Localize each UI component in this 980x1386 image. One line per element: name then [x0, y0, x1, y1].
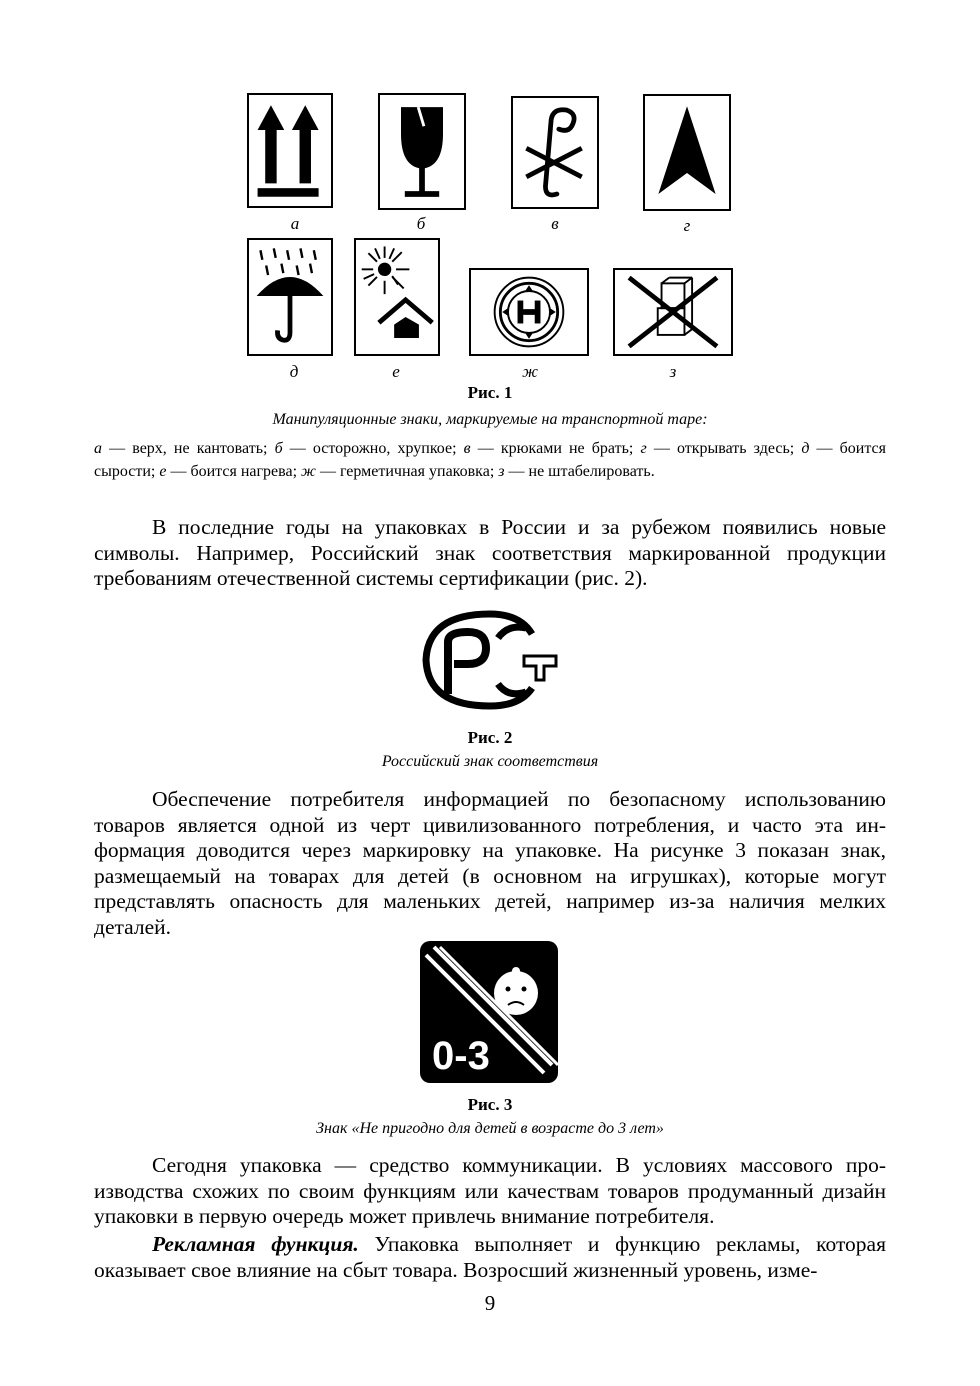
do-not-stack-icon	[613, 268, 733, 356]
legend-text: — крюками не брать;	[470, 440, 641, 457]
legend-text: — боится сырости;	[94, 440, 886, 480]
page-number: 9	[484, 1291, 496, 1315]
sign-letter: з	[669, 362, 677, 381]
legend-letter: г	[640, 440, 647, 457]
legend-letter: б	[274, 440, 283, 457]
open-here-icon	[643, 94, 731, 211]
figure-3-caption: Знак «Не пригодно для детей в возрасте до 3 лет»	[316, 1120, 664, 1137]
figure-1-number: Рис. 1	[467, 383, 513, 402]
hermetic-packaging-icon	[469, 268, 589, 356]
sign-letter: а	[290, 214, 300, 233]
figure-1-legend	[94, 437, 886, 483]
legend-letter: з	[498, 463, 505, 480]
legend-text: — не штабелировать.	[504, 463, 655, 480]
figure-1-caption: Манипуляционные знаки, маркируемые на транспортной таре:	[272, 411, 708, 428]
legend-text: — боится нагрева;	[166, 463, 302, 480]
keep-from-heat-icon	[354, 238, 440, 356]
no-hooks-icon	[511, 96, 599, 209]
sign-letter: д	[289, 362, 299, 381]
figure-2-caption: Российский знак соответствия	[381, 753, 599, 770]
fragile-glass-icon	[378, 93, 466, 210]
paragraph-4-lead: Рекламная функция.	[152, 1232, 359, 1256]
sign-letter: г	[683, 216, 691, 235]
legend-letter: д	[801, 440, 810, 457]
paragraph-4	[94, 1232, 886, 1283]
sign-letter: б	[416, 214, 426, 233]
legend-text: — осторожно, хрупкое;	[282, 440, 464, 457]
legend-letter: е	[159, 463, 167, 480]
paragraph-2: Обеспечение потребителя информацией по безопасному использованию товаров является одной из черт цивилизованного потребления, и часто эта информация доводится через маркировку на упаковке. На рисунке 3 показан знак, размещаемый на товарах для детей (в основном на игрушках), которые могут представлять опасность для маленьких детей, например из-за наличия мелких деталей.	[94, 787, 886, 939]
legend-text: — верх, не кантовать;	[102, 440, 275, 457]
figure-3-number: Рис. 3	[467, 1095, 513, 1114]
legend-letter: в	[463, 440, 471, 457]
sign-age-text: 0-3	[432, 1034, 490, 1078]
arrows-up-icon	[247, 93, 333, 208]
paragraph-4-text: Упаковка выполняет и функцию рекламы, которая оказывает свое влияние на сбыт товара. Возросший жизненный уровень, изме-	[94, 1232, 886, 1282]
rst-logo	[420, 608, 560, 712]
legend-text: — открывать здесь;	[646, 440, 802, 457]
paragraph-1: В последние годы на упаковках в России и за рубежом появились новые символы. Например, Российский знак соответствия маркированной продукции требованиям отечественной системы сертификации (рис. 2).	[94, 515, 886, 591]
legend-text: — герметичная упаковка;	[315, 463, 499, 480]
legend-letter: а	[94, 440, 102, 457]
legend-letter: ж	[301, 463, 316, 480]
sign-letter: в	[551, 214, 559, 233]
not-for-children-0-3-icon	[420, 941, 558, 1083]
keep-dry-umbrella-icon	[247, 238, 333, 356]
sign-letter: ж	[522, 362, 538, 381]
sign-letter: е	[392, 362, 400, 381]
paragraph-3: Сегодня упаковка — средство коммуникации. В условиях массового производства схожих по своим функциям или качествам товаров продуманный дизайн упаковки в первую очередь может привлечь внимание потребителя.	[94, 1153, 886, 1229]
figure-2-number: Рис. 2	[467, 728, 513, 747]
